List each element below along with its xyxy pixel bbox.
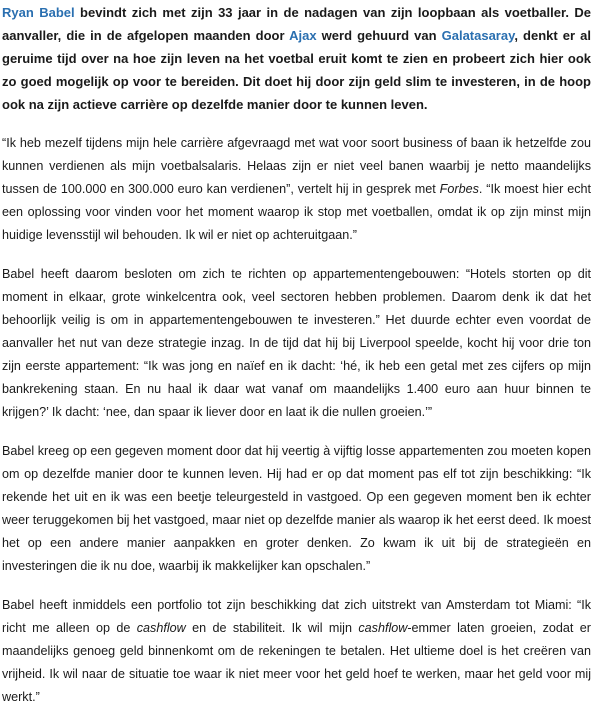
person-link-ryan-babel[interactable]: Ryan Babel: [2, 5, 75, 20]
paragraph-4: [2, 594, 591, 709]
lead-text-2: werd gehuurd van: [316, 28, 442, 43]
article-body: [0, 1, 594, 709]
article-lead: [2, 1, 591, 116]
club-link-ajax[interactable]: Ajax: [289, 28, 317, 43]
paragraph-1: [2, 132, 591, 247]
paragraph-2: Babel heeft daarom besloten om zich te richten op appartementengebouwen: “Hotels storten op dit moment in elkaar, grote winkelcentra ook, veel sectoren hebben problemen. Daarom denk ik dat het behoorlijk veilig is om in appartementengebouwen te investeren.” Het duurde echter even voordat de aanvaller het nut van deze strategie inzag. In de tijd dat hij bij Liverpool speelde, kocht hij voor drie ton zijn eerste appartement: “Ik was jong en naïef en ik dacht: ‘hé, ik heb een getal met zes cijfers op mijn bankrekening staan. En nu haal ik daar wat vanaf om maandelijks 1.400 euro aan huur binnen te krijgen?’ Ik dacht: ‘nee, dan spaar ik liever door en laat ik die nullen groeien.’”: [2, 267, 591, 419]
paragraph-1-text-2: . “Ik moest hier echt een oplossing voor vinden voor het moment waarop ik stop met voetballen, omdat ik op zijn minst mijn huidige levensstijl wil behouden. Ik wil er niet op achteruitgaan.”: [2, 182, 591, 242]
lead-text-3: , denkt er al geruime tijd over na hoe zijn leven na het voetbal eruit komt te zien en probeert zich hier ook zo goed mogelijk op voor te bereiden. Dit doet hij door zijn geld slim te investeren, in de hoop ook na zijn actieve carrière op dezelfde manier door te kunnen leven.: [2, 28, 591, 112]
paragraph-4-text-3: -emmer laten groeien, zodat er maandelijks genoeg geld binnenkomt om de rekeningen te betalen. Het ultieme doel is het creëren van vrijheid. Ik wil naar de situatie toe waar ik niet meer voor het geld hoef te werken, maar het geld voor mij werkt.”: [2, 621, 591, 704]
paragraph-4-text-1: Babel heeft inmiddels een portfolio tot zijn beschikking dat zich uitstrekt van Amsterdam tot Miami: “Ik richt me alleen op de: [2, 598, 591, 635]
cashflow-italic-1: cashflow: [136, 621, 186, 635]
paragraph-1-text-1: “Ik heb mezelf tijdens mijn hele carrière afgevraagd met wat voor soort business of baan ik hetzelfde zou kunnen verdienen als mijn voetbalsalaris. Helaas zijn er niet veel banen waarbij je netto maandelijks tussen de 100.000 en 300.000 euro kan verdienen”, vertelt hij in gesprek met: [2, 136, 591, 196]
club-link-galatasaray[interactable]: Galatasaray: [441, 28, 515, 43]
forbes-italic: Forbes: [439, 182, 479, 196]
cashflow-italic-2: cashflow: [358, 621, 408, 635]
paragraph-3: Babel kreeg op een gegeven moment door dat hij veertig à vijftig losse appartementen zou moeten kopen om op dezelfde manier door te kunnen leven. Hij had er op dat moment pas elf tot zijn beschikking: “Ik rekende het uit en ik was een beetje teleurgesteld in vastgoed. Op een gegeven moment ben ik echter weer teruggekomen bij het vastgoed, maar niet op dezelfde manier als waarop ik het eerst deed. Ik moest het op een andere manier aanpakken en groter denken. Zo kwam ik uit bij de strategieën en investeringen die ik nu doe, waarbij ik makkelijker kan opschalen.”: [2, 444, 591, 573]
lead-text-1: bevindt zich met zijn 33 jaar in de nadagen van zijn loopbaan als voetballer. De aanvaller, die in de afgelopen maanden door: [2, 5, 591, 43]
paragraph-4-text-2: en de stabiliteit. Ik wil mijn: [185, 621, 359, 635]
